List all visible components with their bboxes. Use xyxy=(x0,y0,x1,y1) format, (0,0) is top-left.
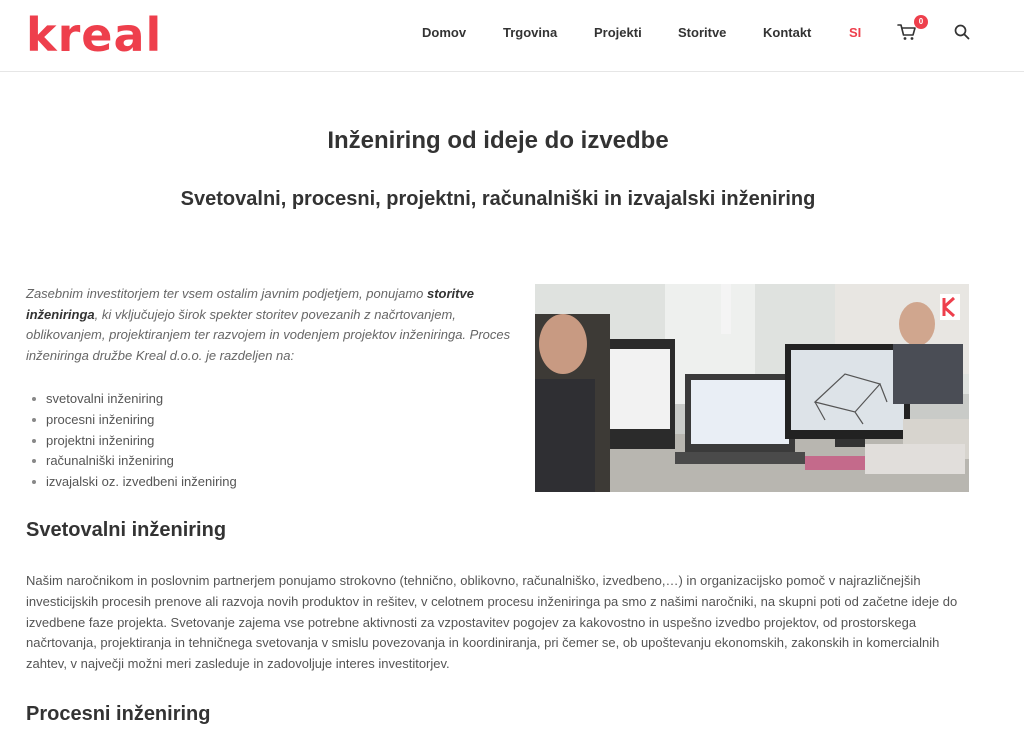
engineering-types-list xyxy=(26,389,506,493)
nav-kontakt[interactable]: Kontakt xyxy=(763,25,812,40)
section-title-procesni: Procesni inženiring xyxy=(26,703,211,725)
nav-projekti[interactable]: Projekti xyxy=(594,25,642,40)
list-item: računalniški inženiring xyxy=(26,451,506,472)
language-switch[interactable]: SI xyxy=(849,25,862,40)
site-header xyxy=(0,0,1024,72)
intro-bold-text: storitve inženiringa xyxy=(26,286,474,322)
list-item: izvajalski oz. izvedbeni inženiring xyxy=(26,472,506,493)
section-title-svetovalni: Svetovalni inženiring xyxy=(26,519,227,541)
nav-domov[interactable]: Domov xyxy=(422,25,467,40)
nav-storitve[interactable]: Storitve xyxy=(678,25,727,40)
office-photo xyxy=(535,284,969,492)
search-icon[interactable] xyxy=(954,24,970,40)
section-paragraph-svetovalni: Našim naročnikom in poslovnim partnerjem ponujamo strokovno (tehnično, oblikovno, računalniško, izvedbeno,…) in organizacijsko pomoč v najrazličnejših investicijskih procesih prenove ali razvoja novih produktov in rešitev, v celotnem procesu inženiringa pa smo z našimi naročniki, na skupni poti od začetne ideje do izvedbene faze projekta. Svetovanje zajema vse potrebne aktivnosti za vzpostavitev pogojev za kakovostno in uspešno izvedbo projektov, od prostorskega načrtovanja, projektiranja in tehničnega svetovanja v smislu povezovanja in koordiniranja, pri čemer se, ob upoštevanju ekonomskih, zakonskih in komercialnih zahtev, v največji možni meri zasleduje in zadovoljuje interes investitorjev. xyxy=(26,573,958,672)
nav-trgovina[interactable]: Trgovina xyxy=(503,25,558,40)
kreal-logo[interactable]: kreal xyxy=(26,8,163,62)
list-item: procesni inženiring xyxy=(26,410,506,431)
list-item: svetovalni inženiring xyxy=(26,389,506,410)
list-item: projektni inženiring xyxy=(26,431,506,452)
page-subtitle: Svetovalni, procesni, projektni, računalniški in izvajalski inženiring xyxy=(180,188,816,210)
intro-paragraph: Zasebnim investitorjem ter vsem ostalim javnim podjetjem, ponujamo storitve inženiringa, ki vključujejo širok spekter storitev povezanih z načrtovanjem, oblikovanjem, projektiranjem ter razvojem in vodenjem projektov inženiringa. Proces inženiringa družbe Kreal d.o.o. je razdeljen na: xyxy=(26,286,511,363)
page-title: Inženiring od ideje do izvedbe xyxy=(327,127,669,154)
cart-count-badge: 0 xyxy=(914,15,928,29)
